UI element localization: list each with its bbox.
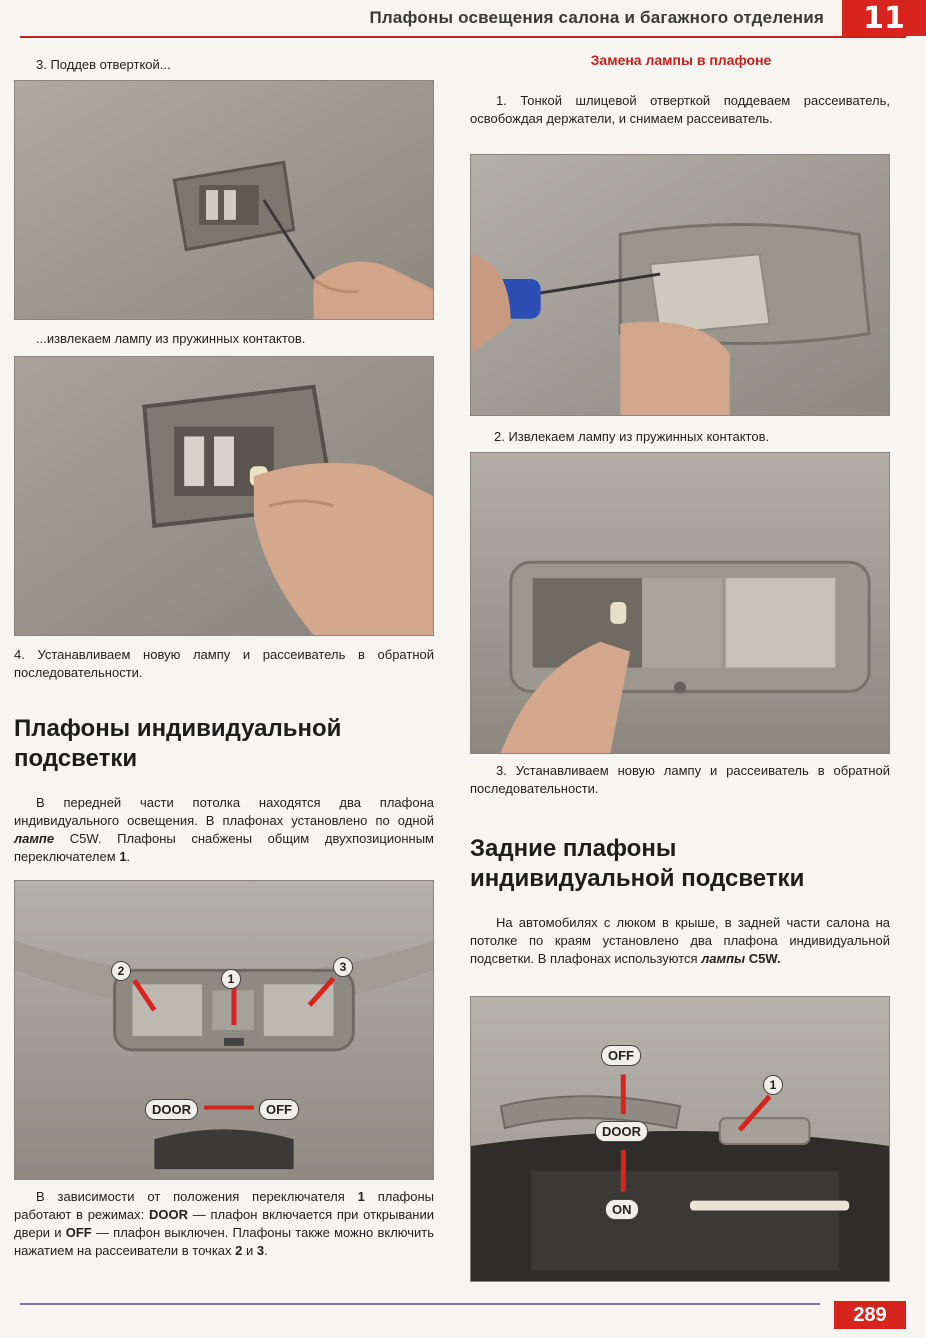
off-label: OFF <box>259 1099 299 1120</box>
left-step4-caption: 4. Устанавливаем новую лампу и рассеиватель в обратной последовательности. <box>14 647 434 680</box>
callout-number-1: 1 <box>221 969 241 989</box>
header-rule <box>20 36 906 38</box>
rear-text-part: На автомобилях с люком в крыше, в задней части салона на потолке по краям установлено два плафона индивидуальной подсветки. В плафонах используются <box>470 915 890 966</box>
modes-text-part: плафоны работают в режимах: <box>14 1189 434 1222</box>
right-rear-paragraph <box>470 914 890 968</box>
right-section-title-line1: Задние плафоны <box>470 835 677 862</box>
chapter-tab: 11 <box>842 0 926 36</box>
intro-switch-number: 1 <box>119 849 127 864</box>
photo-prying-diffuser-right <box>470 154 890 416</box>
callout-number-3: 3 <box>333 957 353 977</box>
left-extract-caption: ...извлекаем лампу из пружинных контактов. <box>36 331 306 346</box>
right-section-title <box>470 834 892 894</box>
left-section-title <box>14 714 434 774</box>
modes-text-part: В зависимости от положения переключателя <box>36 1189 358 1204</box>
right-step2-caption: 2. Извлекаем лампу из пружинных контактов. <box>494 429 770 444</box>
rear-lamp-word: лампы <box>701 951 746 966</box>
page-header-title: Плафоны освещения салона и багажного отделения <box>369 8 824 27</box>
modes-text-part: и <box>242 1243 257 1258</box>
rear-callout-number-1: 1 <box>763 1075 783 1095</box>
modes-text-part: — плафон выключен. Плафоны также можно включить нажатием на рассеиватели в точках <box>14 1225 435 1258</box>
rear-off-label: OFF <box>601 1045 641 1066</box>
left-intro-paragraph <box>14 794 434 866</box>
modes-off-word: OFF <box>65 1225 92 1240</box>
left-section-title-line1: Плафоны индивидуальной <box>14 715 342 742</box>
modes-text-part: . <box>264 1243 268 1258</box>
rear-text-part: C5W. <box>745 951 781 966</box>
modes-door-word: DOOR <box>149 1207 188 1222</box>
rear-door-label: DOOR <box>595 1121 648 1142</box>
right-subheading: Замена лампы в плафоне <box>590 52 772 68</box>
photo-rear-reading-lamp <box>470 996 890 1282</box>
photo-installing-lamp-right <box>470 452 890 754</box>
left-section-title-line2: подсветки <box>14 745 138 772</box>
modes-point-2: 2 <box>235 1243 243 1258</box>
callout-number-2: 2 <box>111 961 131 981</box>
intro-text-part: C5W. Плафоны снабжены общим двухпозиционным переключателем <box>14 831 434 864</box>
right-step1-caption: 1. Тонкой шлицевой отверткой поддеваем рассеиватель, освобождая держатели, и снимаем рассеиватель. <box>470 93 890 126</box>
modes-switch-number: 1 <box>357 1189 365 1204</box>
left-modes-paragraph <box>14 1188 434 1260</box>
right-step3-caption: 3. Устанавливаем новую лампу и рассеиватель в обратной последовательности. <box>470 763 890 796</box>
photo-prying-diffuser-left <box>14 80 434 320</box>
rear-on-label: ON <box>605 1199 639 1220</box>
intro-text-part: . <box>126 849 131 864</box>
modes-point-3: 3 <box>256 1243 265 1258</box>
intro-text-part: В передней части потолка находятся два плафона индивидуального освещения. В плафонах установлено по одной <box>14 795 434 828</box>
intro-lamp-word: лампе <box>14 831 55 846</box>
footer-rule <box>20 1303 820 1305</box>
right-section-title-line2: индивидуальной подсветки <box>470 865 805 892</box>
modes-text-part: — плафон включается при открывании двери и <box>14 1207 434 1240</box>
left-step3-caption: 3. Поддев отверткой... <box>36 57 171 72</box>
page-number: 289 <box>834 1301 906 1329</box>
photo-extracting-lamp-left <box>14 356 434 636</box>
photo-front-reading-lamps <box>14 880 434 1180</box>
door-label: DOOR <box>145 1099 198 1120</box>
